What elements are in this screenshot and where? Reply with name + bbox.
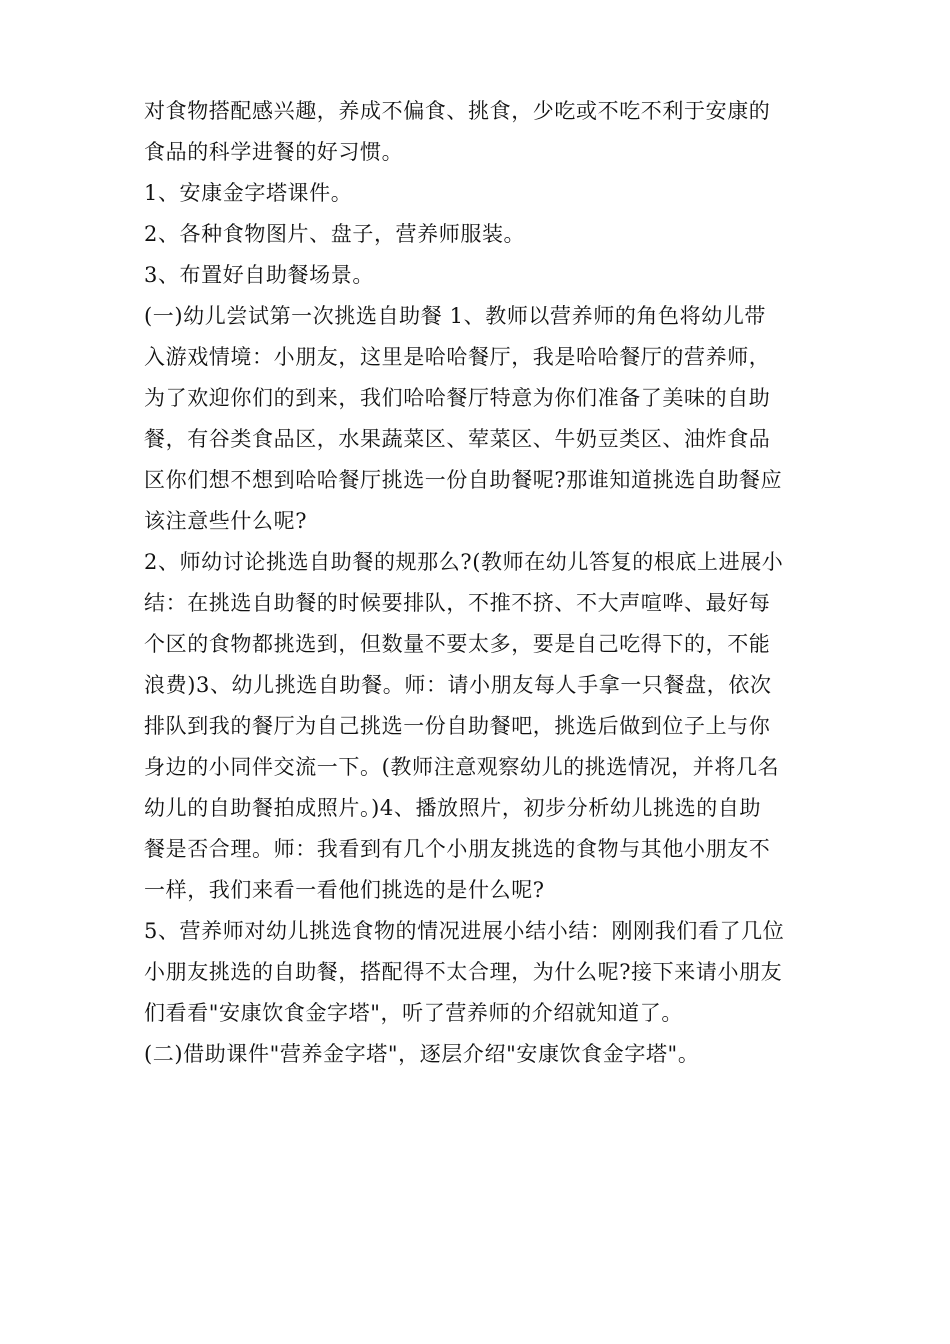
text-line: 区你们想不想到哈哈餐厅挑选一份自助餐呢?那谁知道挑选自助餐应 [144, 468, 783, 492]
text-line: 3、布置好自助餐场景。 [144, 263, 374, 287]
text-line: 一样，我们来看一看他们挑选的是什么呢? [144, 878, 545, 902]
text-line: 餐是否合理。师：我看到有几个小朋友挑选的食物与其他小朋友不 [144, 837, 771, 861]
text-line: 2、师幼讨论挑选自助餐的规那么?(教师在幼儿答复的根底上进展小 [144, 550, 784, 574]
text-line: 食品的科学进餐的好习惯。 [144, 140, 404, 164]
text-line: 排队到我的餐厅为自己挑选一份自助餐吧，挑选后做到位子上与你 [144, 714, 771, 738]
text-line: 餐，有谷类食品区，水果蔬菜区、荤菜区、牛奶豆类区、油炸食品 [144, 427, 771, 451]
document-body [144, 91, 804, 1075]
text-line: 幼儿的自助餐拍成照片。)4、播放照片，初步分析幼儿挑选的自助 [144, 796, 762, 820]
text-line: 为了欢迎你们的到来，我们哈哈餐厅特意为你们准备了美味的自助 [144, 386, 771, 410]
text-line: 1、安康金字塔课件。 [144, 181, 353, 205]
text-line: 对食物搭配感兴趣，养成不偏食、挑食，少吃或不吃不利于安康的 [144, 99, 771, 123]
text-line: 5、营养师对幼儿挑选食物的情况进展小结小结：刚刚我们看了几位 [144, 919, 785, 943]
text-line: 结：在挑选自助餐的时候要排队，不推不挤、不大声喧哗、最好每 [144, 591, 771, 615]
text-line: 小朋友挑选的自助餐，搭配得不太合理，为什么呢?接下来请小朋友 [144, 960, 783, 984]
text-line: 们看看"安康饮食金字塔"，听了营养师的介绍就知道了。 [144, 1001, 683, 1025]
text-line: 2、各种食物图片、盘子，营养师服装。 [144, 222, 526, 246]
text-line: (一)幼儿尝试第一次挑选自助餐 1、教师以营养师的角色将幼儿带 [144, 304, 767, 328]
text-line: 浪费)3、幼儿挑选自助餐。师：请小朋友每人手拿一只餐盘，依次 [144, 673, 772, 697]
text-line: (二)借助课件"营养金字塔"，逐层介绍"安康饮食金字塔"。 [144, 1042, 700, 1066]
text-line: 个区的食物都挑选到，但数量不要太多，要是自己吃得下的，不能 [144, 632, 771, 656]
text-line: 身边的小同伴交流一下。(教师注意观察幼儿的挑选情况，并将几名 [144, 755, 780, 779]
text-line: 入游戏情境：小朋友，这里是哈哈餐厅，我是哈哈餐厅的营养师， [144, 345, 771, 369]
text-line: 该注意些什么呢? [144, 509, 308, 533]
